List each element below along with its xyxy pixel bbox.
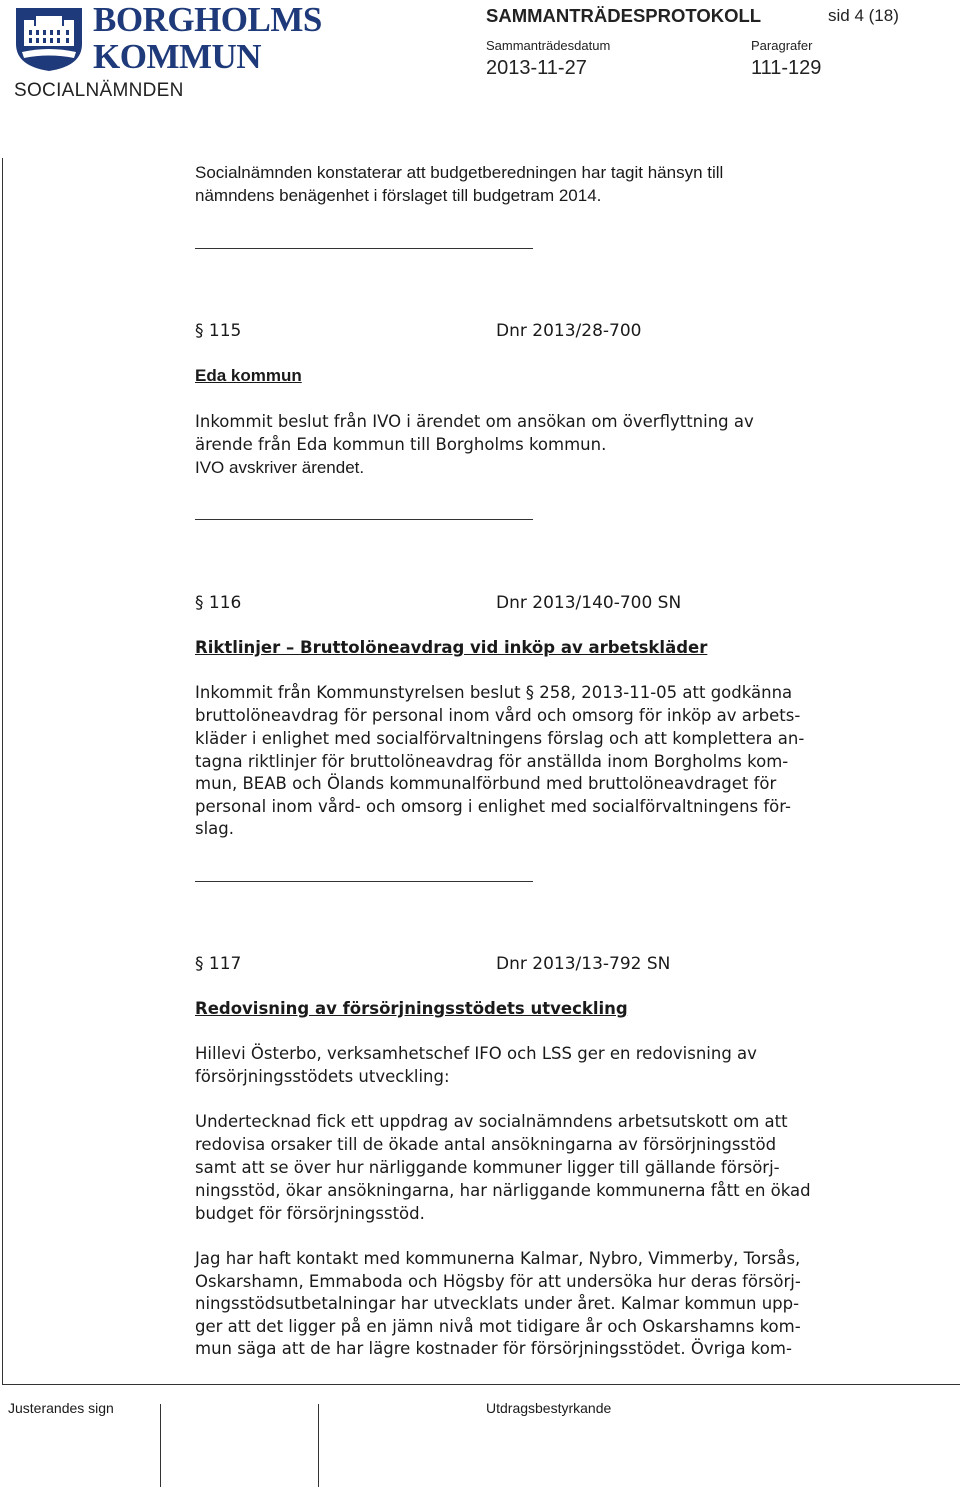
page-indicator: sid 4 (18): [828, 6, 899, 25]
section-number: 116: [208, 593, 242, 613]
paragraph-range: 111-129: [751, 57, 822, 79]
intro-line: nämndens benägenhet i förslaget till budgetram 2014.: [195, 186, 602, 205]
section-sign: §: [195, 593, 204, 613]
section-115-text-line: ärende från Eda kommun till Borgholms kommun.: [195, 435, 607, 454]
section-115-title: Eda kommun: [195, 366, 302, 385]
meeting-date-label: Sammanträdesdatum: [486, 38, 611, 53]
section-117-text-line: Jag har haft kontakt med kommunerna Kalmar, Nybro, Vimmerby, Torsås,: [195, 1249, 801, 1268]
section-117-text-line: ger att det ligger på en jämn nivå mot tidigare år och Oskarshamns kom-: [195, 1317, 801, 1336]
signature-box-divider: [160, 1404, 161, 1487]
section-115-text-line: IVO avskriver ärendet.: [195, 458, 365, 477]
section-117-heading: [195, 953, 241, 975]
signature-box-divider: [318, 1404, 319, 1487]
section-number: 117: [208, 954, 242, 974]
section-116-text-line: slag.: [195, 819, 235, 838]
footer-rule: [2, 1384, 960, 1385]
section-117-text-line: samt att se över hur närliggande kommuner ligger till gällande försörj-: [195, 1158, 780, 1177]
section-115-heading: [195, 320, 241, 342]
section-116-heading: [195, 592, 241, 614]
intro-line: Socialnämnden konstaterar att budgetberedningen har tagit hänsyn till: [195, 163, 724, 182]
brand-name-line2: KOMMUN: [93, 37, 262, 76]
section-117-text-line: mun säga att de har lägre kostnader för försörjningsstödet. Övriga kom-: [195, 1339, 792, 1358]
brand-name-line1: BORGHOLMS: [93, 0, 322, 39]
section-116-title: Riktlinjer – Bruttolöneavdrag vid inköp av arbetskläder: [195, 638, 708, 657]
section-115-dnr: Dnr 2013/28-700: [496, 321, 642, 341]
section-115-text-line: Inkommit beslut från IVO i ärendet om ansökan om överflyttning av: [195, 412, 754, 431]
section-117-text-line: ningsstöd, ökar ansökningarna, har närliggande kommunerna fått en ökad: [195, 1181, 811, 1200]
section-117-text-line: Oskarshamn, Emmaboda och Högsby för att undersöka hur deras försörj-: [195, 1272, 801, 1291]
municipality-logo-emblem: [14, 6, 84, 72]
department-name: SOCIALNÄMNDEN: [14, 80, 184, 101]
footer-signature-label: Justerandes sign: [8, 1400, 114, 1416]
section-number: 115: [208, 321, 242, 341]
document-title: SAMMANTRÄDESPROTOKOLL: [486, 5, 762, 26]
section-117-text-line: Hillevi Österbo, verksamhetschef IFO och LSS ger en redovisning av: [195, 1044, 757, 1063]
left-margin-rule: [2, 158, 3, 1384]
section-116-text-line: bruttolöneavdrag för personal inom vård och omsorg för inköp av arbets-: [195, 706, 801, 725]
section-divider: [195, 248, 533, 249]
section-116-text-line: mun, BEAB och Ölands kommunalförbund med bruttolöneavdraget för: [195, 774, 777, 793]
section-divider: [195, 881, 533, 882]
section-117-title: Redovisning av försörjningsstödets utveckling: [195, 999, 628, 1018]
section-116-text-line: Inkommit från Kommunstyrelsen beslut § 258, 2013-11-05 att godkänna: [195, 683, 793, 702]
section-116-dnr: Dnr 2013/140-700 SN: [496, 593, 682, 613]
section-sign: §: [195, 321, 204, 341]
section-divider: [195, 519, 533, 520]
paragraphs-label: Paragrafer: [751, 38, 813, 53]
section-117-text-line: redovisa orsaker till de ökade antal ansökningarna av försörjningsstöd: [195, 1135, 777, 1154]
meeting-date: 2013-11-27: [486, 57, 587, 79]
section-117-text-line: Undertecknad fick ett uppdrag av socialnämndens arbetsutskott om att: [195, 1112, 788, 1131]
section-116-text-line: kläder i enlighet med socialförvaltningens förslag och att komplettera an-: [195, 729, 805, 748]
section-117-text-line: budget för försörjningsstöd.: [195, 1204, 425, 1223]
footer-extract-label: Utdragsbestyrkande: [486, 1400, 612, 1416]
section-116-text-line: personal inom vård- och omsorg i enlighet med socialförvaltningens för-: [195, 797, 791, 816]
section-117-text-line: försörjningsstödets utveckling:: [195, 1067, 450, 1086]
section-sign: §: [195, 954, 204, 974]
section-117-dnr: Dnr 2013/13-792 SN: [496, 954, 671, 974]
section-116-text-line: tagna riktlinjer för bruttolöneavdrag för anställda inom Borgholms kom-: [195, 752, 789, 771]
section-117-text-line: ningsstödsutbetalningar har utvecklats under året. Kalmar kommun upp-: [195, 1294, 800, 1313]
